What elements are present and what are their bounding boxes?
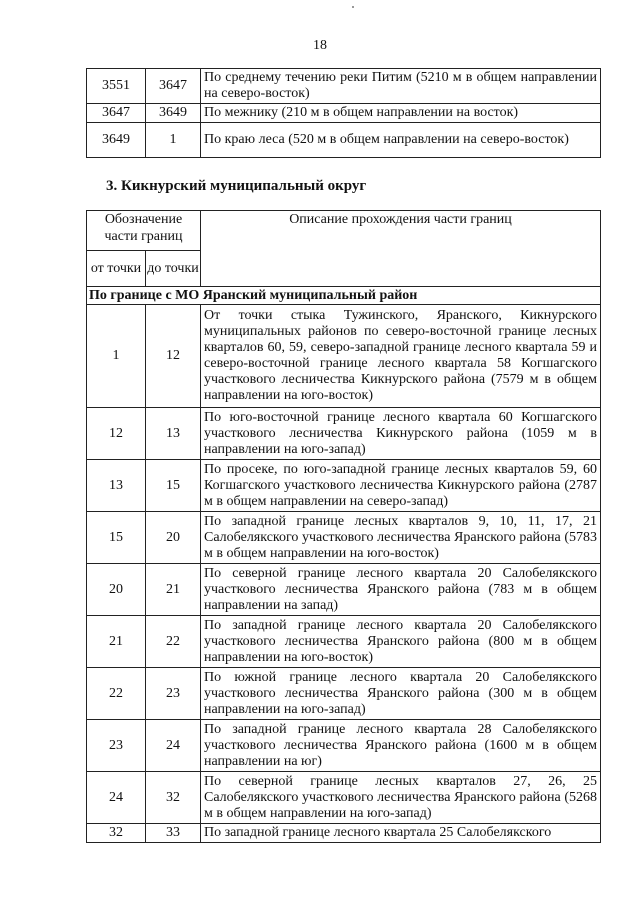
header-designation: Обозначение части границ — [87, 211, 201, 251]
main-table-to-point: 21 — [146, 564, 201, 616]
top-table-row — [87, 69, 601, 104]
main-table-from-point: 32 — [87, 824, 146, 843]
main-table-from-point: 20 — [87, 564, 146, 616]
main-table-row — [87, 668, 601, 720]
top-boundary-table — [86, 68, 601, 158]
top-table-description: По среднему течению реки Питим (5210 м в общем направлении на северо-восток) — [201, 69, 601, 104]
main-table-body — [87, 211, 601, 843]
main-table-row — [87, 616, 601, 668]
main-table-to-point: 13 — [146, 408, 201, 460]
top-table-to-point: 1 — [146, 123, 201, 158]
main-table-to-point: 33 — [146, 824, 201, 843]
main-table-to-point: 23 — [146, 668, 201, 720]
main-table-description: По просеке, по юго-западной границе лесных кварталов 59, 60 Когшагского участкового лесничества Кикнурского района (2787 м в общем направлении на северо-запад) — [201, 460, 601, 512]
header-description: Описание прохождения части границ — [201, 211, 601, 287]
section-heading: 3. Кикнурский муниципальный округ — [106, 178, 367, 194]
main-table-to-point: 12 — [146, 305, 201, 408]
top-table-to-point: 3649 — [146, 104, 201, 123]
group-title: По границе с МО Яранский муниципальный район — [87, 287, 601, 305]
main-table-row — [87, 512, 601, 564]
main-table-description: По южной границе лесного квартала 20 Салобелякского участкового лесничества Яранского района (300 м в общем направлении на юго-запад) — [201, 668, 601, 720]
top-table-description: По краю леса (520 м в общем направлении на северо-восток) — [201, 123, 601, 158]
top-table-description: По межнику (210 м в общем направлении на восток) — [201, 104, 601, 123]
main-table-from-point: 15 — [87, 512, 146, 564]
main-table-row — [87, 460, 601, 512]
main-table-row — [87, 772, 601, 824]
main-table-to-point: 20 — [146, 512, 201, 564]
main-table-description: По западной границе лесных кварталов 9, 10, 11, 17, 21 Салобелякского участкового лесничества Яранского района (5783 м в общем направлении на юго-восток) — [201, 512, 601, 564]
main-table-from-point: 1 — [87, 305, 146, 408]
header-to-point: до точки — [146, 251, 201, 287]
main-table-row — [87, 408, 601, 460]
main-table-description: По западной границе лесного квартала 25 Салобелякского — [201, 824, 601, 843]
main-table-from-point: 24 — [87, 772, 146, 824]
main-table-row — [87, 824, 601, 843]
main-table-description: По северной границе лесного квартала 20 Салобелякского участкового лесничества Яранского района (783 м в общем направлении на запад) — [201, 564, 601, 616]
top-table-from-point: 3649 — [87, 123, 146, 158]
main-table-from-point: 22 — [87, 668, 146, 720]
main-table-to-point: 15 — [146, 460, 201, 512]
header-from-point: от точки — [87, 251, 146, 287]
main-table-description: По северной границе лесных кварталов 27, 26, 25 Салобелякского участкового лесничества Яранского района (5268 м в общем направлении на юго-запад) — [201, 772, 601, 824]
main-table-to-point: 32 — [146, 772, 201, 824]
main-table-to-point: 22 — [146, 616, 201, 668]
top-table-from-point: 3551 — [87, 69, 146, 104]
main-table-description: От точки стыка Тужинского, Яранского, Кикнурского муниципальных районов по северо-восточной границе лесных кварталов 60, 59, северо-западной границе лесного квартала 59 и северо-восточной границе лесного квартала 58 Когшагского участкового лесничества Кикнурского района (7579 м в общем направлении на юго-восток) — [201, 305, 601, 408]
main-table-row — [87, 305, 601, 408]
top-table-to-point: 3647 — [146, 69, 201, 104]
header-row — [87, 211, 601, 251]
main-table-from-point: 21 — [87, 616, 146, 668]
top-table-row — [87, 123, 601, 158]
main-boundary-table — [86, 210, 601, 843]
main-table-description: По юго-восточной границе лесного квартала 60 Когшагского участкового лесничества Кикнурского района (1059 м в направлении на юго-запад) — [201, 408, 601, 460]
main-table-description: По западной границе лесного квартала 28 Салобелякского участкового лесничества Яранского района (1600 м в общем направлении на юг) — [201, 720, 601, 772]
main-table-to-point: 24 — [146, 720, 201, 772]
top-table-from-point: 3647 — [87, 104, 146, 123]
group-row — [87, 287, 601, 305]
main-table-row — [87, 720, 601, 772]
main-table-from-point: 23 — [87, 720, 146, 772]
main-table-row — [87, 564, 601, 616]
main-table-description: По западной границе лесного квартала 20 Салобелякского участкового лесничества Яранского района (800 м в общем направлении на юго-восток) — [201, 616, 601, 668]
main-table-from-point: 13 — [87, 460, 146, 512]
main-table-from-point: 12 — [87, 408, 146, 460]
scan-speck — [352, 6, 354, 8]
top-table-row — [87, 104, 601, 123]
top-table-body — [87, 69, 601, 158]
page-number: 18 — [313, 38, 327, 53]
